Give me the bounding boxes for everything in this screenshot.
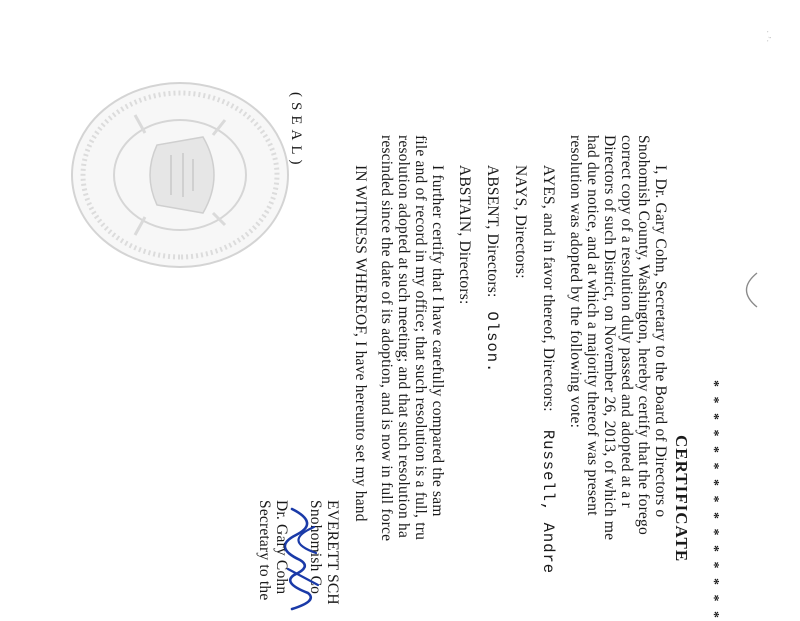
ayes-names: Russell, Andre bbox=[539, 429, 557, 575]
paragraph-1-line-1: I, Dr. Gary Cohn, Secretary to the Board of Directors o bbox=[652, 165, 669, 518]
faint-edge-marks: · ʼ· bbox=[761, 30, 772, 43]
nays-label: NAYS, Directors: bbox=[512, 165, 529, 279]
signature-block-line-1: EVERETT SCH bbox=[324, 500, 341, 605]
ayes-label: AYES, and in favor thereof, Directors: bbox=[540, 165, 557, 412]
seal-label: (SEAL) bbox=[288, 92, 304, 170]
absent-names: Olson. bbox=[483, 311, 501, 374]
absent-label: ABSENT, Directors: bbox=[484, 165, 501, 298]
paragraph-1-line-2: Snohomish County, Washington, hereby certify that the forego bbox=[635, 135, 652, 535]
paragraph-2-line-2: file and of record in my office; that such resolution is a full, tru bbox=[412, 135, 429, 541]
embossed-seal bbox=[65, 75, 295, 275]
document-title: CERTIFICATE bbox=[672, 435, 691, 563]
abstain-label: ABSTAIN, Directors: bbox=[456, 165, 473, 305]
signature-block-line-3: Dr. Gary Cohn bbox=[273, 500, 290, 595]
paragraph-2-line-3: resolution adopted at such meeting; and that such resolution ha bbox=[395, 135, 412, 539]
witness-line: IN WITNESS WHEREOF, I have hereunto set my hand bbox=[352, 165, 369, 522]
ayes-line bbox=[540, 165, 557, 574]
punch-hole-mark bbox=[738, 270, 760, 310]
paragraph-2-line-1: I further certify that I have carefully compared the sam bbox=[429, 165, 446, 517]
paragraph-2-line-4: rescinded since the date of its adoption, and is now in full force bbox=[378, 135, 395, 542]
paragraph-1-line-3: correct copy of a resolution duly passed and adopted at a r bbox=[618, 135, 635, 508]
paragraph-1-line-5: had due notice, and at which a majority thereof was present bbox=[584, 135, 601, 516]
signature-block-line-4: Secretary to the bbox=[256, 500, 273, 601]
paragraph-1-line-4: Directors of such District, on November 26, 2013, of which me bbox=[601, 135, 618, 541]
paragraph-1-line-6: resolution was adopted by the following vote: bbox=[567, 135, 584, 429]
absent-line bbox=[484, 165, 501, 373]
star-divider: * * * * * * * * * * * * * * * bbox=[706, 380, 721, 621]
signature-block-line-2: Snohomish Co bbox=[307, 500, 324, 595]
